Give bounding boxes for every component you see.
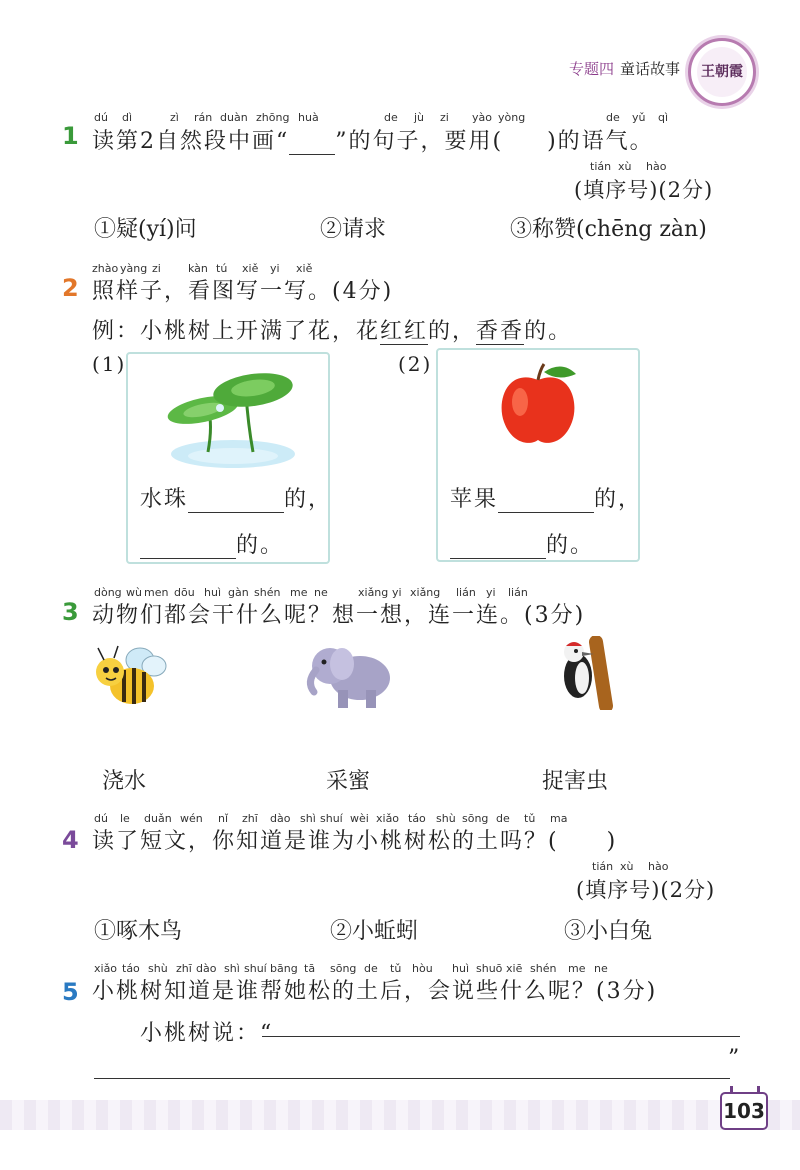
q4-option-1[interactable]: ①啄木鸟 [94, 919, 183, 944]
q5-say-label: 小桃树说：“ [140, 1021, 274, 1046]
q2-box2-line2: 的。 [450, 528, 594, 559]
unit-title: 童话故事 [619, 60, 680, 78]
q2-box2-blank-2[interactable] [450, 558, 546, 559]
q2-box1-blank-2[interactable] [140, 558, 236, 559]
q3-number: 3 [62, 598, 79, 626]
q5-number: 5 [62, 978, 79, 1006]
q1-number: 1 [62, 122, 79, 150]
q1-option-2[interactable]: ②请求 [320, 217, 387, 242]
elephant-icon [300, 638, 400, 712]
q5-close-quote: ” [728, 1046, 742, 1071]
q4-number: 4 [62, 826, 79, 854]
footer-band [0, 1100, 800, 1130]
q2-box1-blank-1[interactable] [188, 512, 284, 513]
q1-underline-sample [289, 154, 335, 155]
q2-label-2: (2) [398, 352, 433, 376]
q2-picture-box-1 [126, 352, 333, 564]
lotus-leaf-water-drop-icon [128, 354, 328, 474]
q2-number: 2 [62, 274, 79, 302]
brand-logo [688, 38, 756, 106]
q1-question: 读第2自然段中画“ ”的句子，要用( )的语气。 [92, 129, 654, 154]
q3-question: 动物们都会干什么呢？想一想，连一连。(3分) [92, 603, 586, 628]
q2-question: 照样子，看图写一写。(4分) [92, 279, 394, 304]
q1-option-1[interactable]: ①疑(yí)问 [94, 217, 197, 242]
q5-question: 小桃树知道是谁帮她松的土后，会说些什么呢？(3分) [92, 979, 658, 1004]
q2-example: 例：小桃树上开满了花，花红红的，香香的。 [92, 319, 573, 344]
woodpecker-icon [548, 636, 618, 710]
unit-label: 专题四 [568, 60, 614, 78]
q2-label-1: (1) [92, 352, 127, 376]
q4-question: 读了短文，你知道是谁为小桃树松的土吗？( ) [92, 829, 618, 854]
q2-box1-line2: 的。 [140, 528, 284, 559]
q1-option-3[interactable]: ③称赞(chēng zàn) [510, 217, 707, 242]
q2-picture-box-2 [436, 348, 643, 562]
q3-word-3[interactable]: 捉害虫 [542, 769, 609, 794]
q1-hint: (填序号)(2分) [574, 178, 714, 202]
apple-icon [438, 350, 638, 460]
q3-word-1[interactable]: 浇水 [102, 769, 147, 794]
q4-option-3[interactable]: ③小白兔 [564, 919, 653, 944]
logo-text: 王朝霞 [697, 47, 747, 97]
q2-box2-blank-1[interactable] [498, 512, 594, 513]
q2-box1-line1: 水珠 的， [140, 487, 333, 512]
section-header [569, 58, 680, 79]
q4-hint: (填序号)(2分) [576, 878, 716, 902]
q4-option-2[interactable]: ②小蚯蚓 [330, 919, 419, 944]
q5-answer-line-2[interactable] [94, 1078, 730, 1079]
q3-word-2[interactable]: 采蜜 [326, 769, 371, 794]
page-number: 103 [720, 1092, 768, 1130]
bee-icon [88, 640, 168, 712]
q5-answer-line-1[interactable] [262, 1036, 740, 1037]
q2-box2-line1: 苹果 的， [450, 487, 643, 512]
